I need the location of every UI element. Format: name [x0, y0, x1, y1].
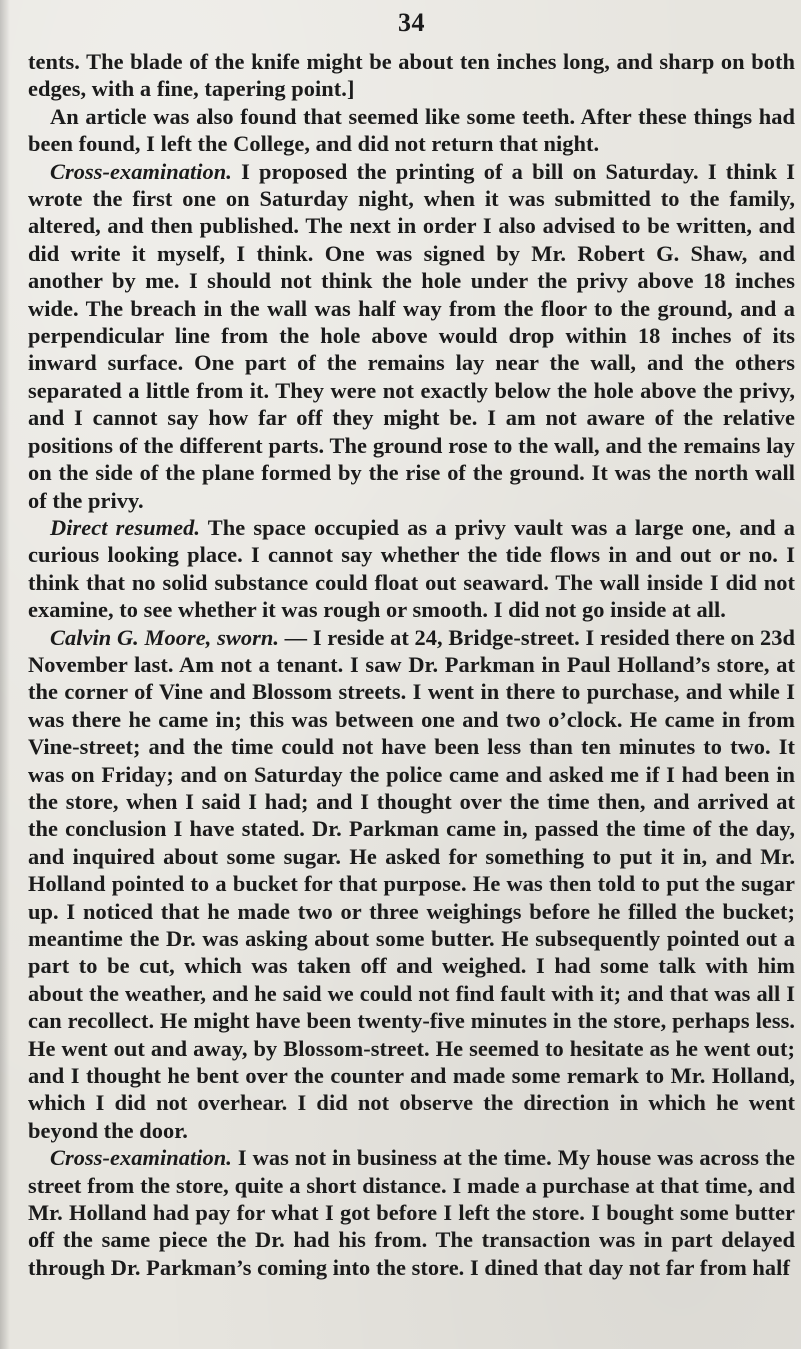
- paragraph-6: [28, 1144, 795, 1281]
- paragraph-5-lead: Calvin G. Moore, sworn.: [50, 624, 279, 650]
- paragraph-5-text: — I reside at 24, Bridge-street. I resided there on 23d November last. Am not a tenant. I saw Dr. Parkman in Paul Holland’s store, at the corner of Vine and Blossom streets. I went in there to purchase, and while I was there he came in; this was between one and two o’clock. He came in from Vine-street; and the time could not have been less than ten minutes to two. It was on Friday; and on Saturday the police came and asked me if I had been in the store, when I said I had; and I thought over the time then, and arrived at the conclusion I have stated. Dr. Parkman came in, passed the time of the day, and inquired about some sugar. He asked for something to put it in, and Mr. Holland pointed to a bucket for that purpose. He was then told to put the sugar up. I noticed that he made two or three weighings before he filled the bucket; meantime the Dr. was asking about some butter. He subsequently pointed out a part to be cut, which was taken off and weighed. I had some talk with him about the weather, and he said we could not find fault with it; and that was all I can recollect. He might have been twenty-five minutes in the store, perhaps less. He went out and away, by Blossom-street. He seemed to hesitate as he went out; and I thought he bent over the counter and made some remark to Mr. Holland, which I did not overhear. I did not observe the direction in which he went beyond the door.: [28, 624, 795, 1143]
- paragraph-2: [28, 103, 795, 158]
- paragraph-5: [28, 624, 795, 1145]
- paragraph-6-lead: Cross-examination.: [50, 1145, 232, 1171]
- paragraph-3: [28, 158, 795, 514]
- paragraph-1-text: tents. The blade of the knife might be about ten inches long, and sharp on both edges, with a fine, tapering point.]: [28, 49, 795, 102]
- paragraph-3-text: I proposed the printing of a bill on Saturday. I think I wrote the first one on Saturday night, when it was submitted to the family, altered, and then published. The next in order I also advised to be written, and did write it myself, I think. One was signed by Mr. Robert G. Shaw, and another by me. I should not think the hole under the privy above 18 inches wide. The breach in the wall was half way from the floor to the ground, and a perpendicular line from the hole above would drop within 18 inches of its inward surface. One part of the remains lay near the wall, and the others separated a little from it. They were not exactly below the hole above the privy, and I cannot say how far off they might be. I am not aware of the relative positions of the different parts. The ground rose to the wall, and the remains lay on the side of the plane formed by the rise of the ground. It was the north wall of the privy.: [28, 158, 795, 513]
- paragraph-2-text: An article was also found that seemed like some teeth. After these things had been found, I left the College, and did not return that night.: [28, 103, 795, 157]
- body-text: [28, 48, 795, 1281]
- paragraph-4-text: The space occupied as a privy vault was a large one, and a curious looking place. I cannot say whether the tide flows in and out or no. I think that no solid substance could float out seaward. The wall inside I did not examine, to see whether it was rough or smooth. I did not go inside at all.: [28, 514, 795, 623]
- paragraph-4: [28, 514, 795, 624]
- paragraph-1: [28, 48, 795, 103]
- paragraph-4-lead: Direct resumed.: [50, 514, 201, 540]
- page-number: 34: [398, 8, 425, 37]
- paragraph-3-lead: Cross-examination.: [50, 158, 232, 184]
- paragraph-6-text: I was not in business at the time. My house was across the street from the store, quite a short distance. I made a purchase at that time, and Mr. Holland had pay for what I got before I left the store. I bought some butter off the same piece the Dr. had his from. The transaction was in part delayed through Dr. Parkman’s coming into the store. I dined that day not far from half: [28, 1145, 795, 1280]
